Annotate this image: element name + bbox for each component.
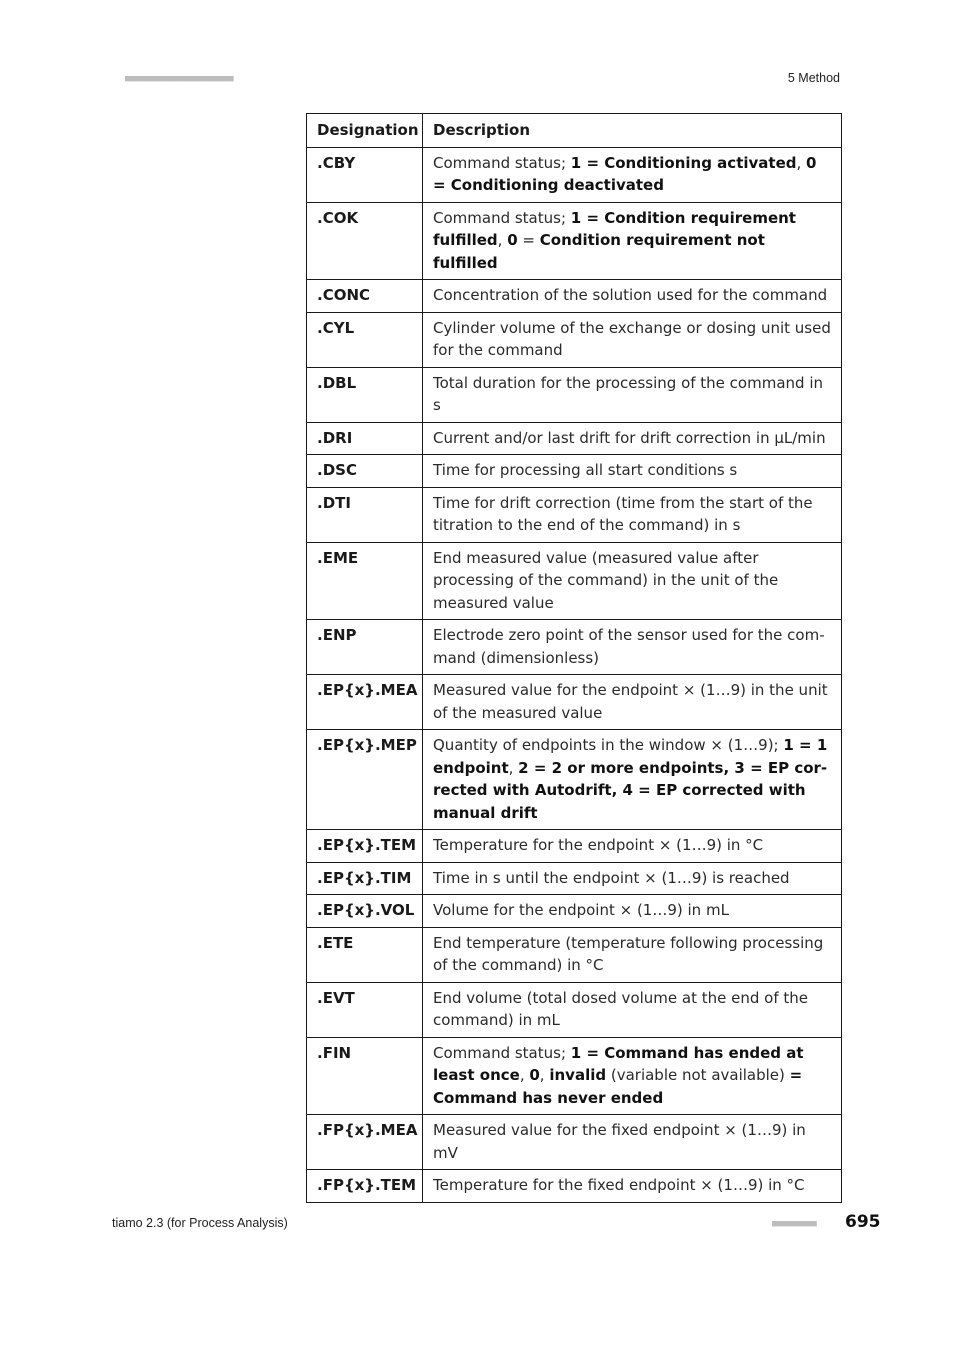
designation-cell: .DBL: [307, 367, 423, 422]
description-cell: [423, 862, 842, 895]
table-row: [307, 312, 842, 367]
description-text: End measured value (measured value after processing of the command) in the unit of the measured value: [433, 548, 779, 612]
table-row: [307, 367, 842, 422]
header-description: Description: [423, 114, 842, 148]
description-cell: [423, 487, 842, 542]
table-row: [307, 862, 842, 895]
designation-cell: .CYL: [307, 312, 423, 367]
table-row: [307, 1037, 842, 1115]
description-text: ,: [519, 1066, 530, 1084]
designation-cell: .EP{x}.TEM: [307, 830, 423, 863]
table-row: [307, 487, 842, 542]
description-text: Temperature for the endpoint × (1…9) in °C: [433, 836, 764, 854]
description-cell: [423, 542, 842, 620]
description-text: Time for drift correction (time from the start of the titration to the end of the command) in s: [433, 493, 813, 534]
description-bold-text: 1 = 1 endpoint: [433, 736, 828, 777]
footer-product: tiamo 2.3 (for Process Analysis): [112, 1216, 288, 1230]
description-text: Measured value for the fixed endpoint × (1…9) in mV: [433, 1121, 806, 1162]
table-row: [307, 982, 842, 1037]
description-bold-text: 1 = Condition requirement fulfilled: [433, 208, 796, 249]
description-cell: [423, 202, 842, 280]
table-row: [307, 895, 842, 928]
designation-cell: .EP{x}.TIM: [307, 862, 423, 895]
description-cell: [423, 620, 842, 675]
table-row: [307, 927, 842, 982]
description-cell: [423, 312, 842, 367]
description-text: Temperature for the fixed endpoint × (1…9) in °C: [433, 1176, 805, 1194]
designation-cell: .CONC: [307, 280, 423, 313]
description-cell: [423, 455, 842, 488]
description-cell: [423, 1115, 842, 1170]
table-row: [307, 147, 842, 202]
description-text: Command status;: [433, 1043, 571, 1062]
description-bold-text: 0 = Conditioning deactivated: [433, 153, 817, 194]
description-text: Electrode zero point of the sensor used for the command (dimensionless): [433, 626, 825, 667]
description-cell: [423, 895, 842, 928]
page-number: 695: [845, 1212, 881, 1232]
description-text: Time in s until the endpoint × (1…9) is reached: [433, 868, 790, 887]
designation-cell: .EP{x}.VOL: [307, 895, 423, 928]
description-cell: [423, 830, 842, 863]
description-text: Total duration for the processing of the command in s: [433, 373, 823, 414]
designation-cell: .COK: [307, 202, 423, 280]
description-text: ,: [497, 231, 508, 249]
description-bold-text: 0: [507, 231, 518, 249]
designation-cell: .DRI: [307, 422, 423, 455]
description-bold-text: 2 = 2 or more endpoints, 3 = EP corrected with Autodrift, 4 = EP corrected with manual drift: [433, 758, 828, 822]
description-text: Volume for the endpoint × (1…9) in mL: [433, 901, 729, 919]
description-text: Command status;: [433, 208, 571, 227]
variables-table: [306, 113, 842, 1203]
description-bold-text: = Command has never ended: [433, 1066, 803, 1107]
header-decoration: ■■■■■■■■■■■■■■■■■■■■■■: [125, 74, 234, 84]
description-text: Quantity of endpoints in the window × (1…9);: [433, 736, 784, 754]
description-cell: [423, 147, 842, 202]
table-row: [307, 1170, 842, 1203]
table-row: [307, 455, 842, 488]
section-title: 5 Method: [787, 71, 840, 85]
designation-cell: .FIN: [307, 1037, 423, 1115]
table-header-row: [307, 114, 842, 148]
table-row: [307, 542, 842, 620]
description-cell: [423, 1037, 842, 1115]
description-text: End volume (total dosed volume at the end of the command) in mL: [433, 988, 808, 1029]
table-row: [307, 1115, 842, 1170]
description-text: Current and/or last drift for drift correction in µL/min: [433, 428, 826, 447]
description-cell: [423, 1170, 842, 1203]
description-text: ,: [796, 153, 807, 172]
description-text: ,: [508, 758, 519, 777]
table-row: [307, 730, 842, 830]
description-text: Concentration of the solution used for the command: [433, 286, 828, 304]
description-cell: [423, 927, 842, 982]
designation-cell: .EME: [307, 542, 423, 620]
description-bold-text: Condition requirement not fulfilled: [433, 231, 765, 272]
designation-cell: .EP{x}.MEP: [307, 730, 423, 830]
description-text: Measured value for the endpoint × (1…9) in the unit of the measured value: [433, 681, 828, 722]
description-text: End temperature (temperature following processing of the command) in °C: [433, 933, 824, 974]
table-row: [307, 830, 842, 863]
designation-cell: .DSC: [307, 455, 423, 488]
table-row: [307, 675, 842, 730]
table-row: [307, 422, 842, 455]
designation-cell: .FP{x}.MEA: [307, 1115, 423, 1170]
description-bold-text: 0: [529, 1066, 540, 1084]
designation-cell: .CBY: [307, 147, 423, 202]
description-bold-text: 1 = Conditioning activated: [570, 153, 797, 172]
description-text: Command status;: [433, 153, 571, 172]
table-row: [307, 280, 842, 313]
description-cell: [423, 675, 842, 730]
description-cell: [423, 422, 842, 455]
designation-cell: .DTI: [307, 487, 423, 542]
designation-cell: .EVT: [307, 982, 423, 1037]
table-row: [307, 620, 842, 675]
description-text: =: [517, 231, 540, 249]
description-text: Time for processing all start conditions s: [433, 461, 738, 479]
description-cell: [423, 730, 842, 830]
description-text: (variable not available): [606, 1066, 790, 1084]
designation-cell: .EP{x}.MEA: [307, 675, 423, 730]
table-row: [307, 202, 842, 280]
description-cell: [423, 367, 842, 422]
description-cell: [423, 982, 842, 1037]
description-text: Cylinder volume of the exchange or dosing unit used for the command: [433, 318, 831, 359]
description-text: ,: [539, 1066, 550, 1084]
designation-cell: .FP{x}.TEM: [307, 1170, 423, 1203]
table-body: [307, 147, 842, 1202]
header-designation: Designation: [307, 114, 423, 148]
designation-cell: .ETE: [307, 927, 423, 982]
description-bold-text: 1 = Command has ended at least once: [433, 1043, 804, 1084]
footer-decoration: ■■■■■■■■■: [772, 1219, 817, 1229]
designation-cell: .ENP: [307, 620, 423, 675]
description-bold-text: invalid: [549, 1066, 607, 1084]
description-cell: [423, 280, 842, 313]
